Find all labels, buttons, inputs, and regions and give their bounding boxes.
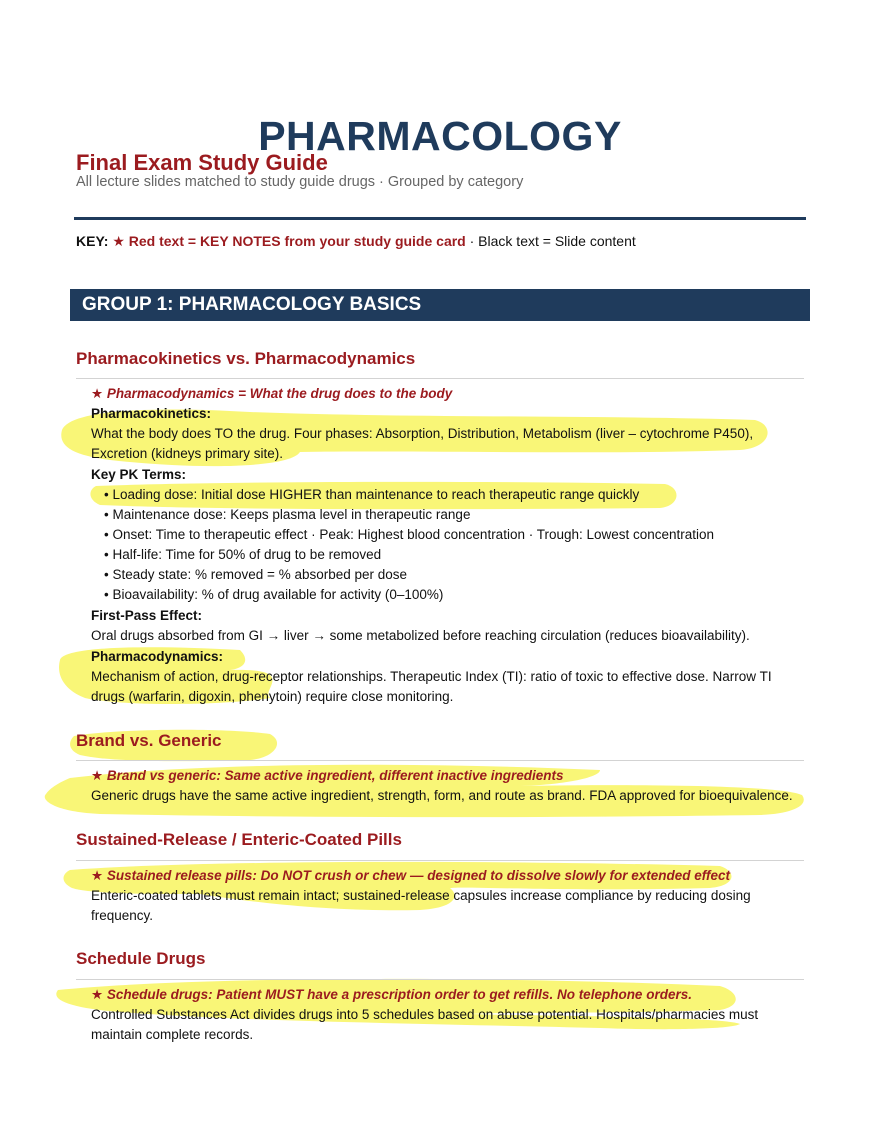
list-item: • Half-life: Time for 50% of drug to be removed bbox=[104, 547, 382, 562]
brand-text: Generic drugs have the same active ingredient, strength, form, and route as brand. FDA approved for bioequivalence. bbox=[91, 788, 793, 803]
page-title: PHARMACOLOGY bbox=[258, 113, 622, 159]
section-divider bbox=[76, 860, 804, 861]
page-subtitle: Final Exam Study Guide bbox=[76, 150, 328, 175]
pd-label: Pharmacodynamics: bbox=[91, 649, 224, 664]
keynote-schedule: ★ Schedule drugs: Patient MUST have a prescription order to get refills. No telephone orders. bbox=[91, 987, 692, 1002]
key-legend bbox=[76, 232, 636, 250]
keynote-sustained: ★ Sustained release pills: Do NOT crush or chew — designed to dissolve slowly for extended effect bbox=[91, 868, 731, 883]
keynote-pd: ★ Pharmacodynamics = What the drug does to the body bbox=[91, 386, 453, 401]
schedule-text: Controlled Substances Act divides drugs into 5 schedules based on abuse potential. Hospitals/pharmacies must maintain complete records. bbox=[91, 1007, 759, 1042]
list-item: • Onset: Time to therapeutic effect · Peak: Highest blood concentration · Trough: Lowest concentration bbox=[104, 527, 715, 542]
pd-text: Mechanism of action, drug-receptor relationships. Therapeutic Index (TI): ratio of toxic to effective dose. Narrow TI drugs (warfarin, digoxin, phenytoin) require close monitoring. bbox=[91, 669, 772, 704]
header-divider bbox=[74, 217, 806, 220]
section-divider bbox=[76, 979, 804, 980]
pk-terms-label: Key PK Terms: bbox=[91, 467, 187, 482]
sustained-text: Enteric-coated tablets must remain intact; sustained-release capsules increase compliance by reducing dosing frequency. bbox=[91, 888, 751, 923]
section-heading-sustained: Sustained-Release / Enteric-Coated Pills bbox=[76, 830, 402, 849]
section-heading-schedule: Schedule Drugs bbox=[76, 949, 206, 968]
keynote-brand: ★ Brand vs generic: Same active ingredient, different inactive ingredients bbox=[91, 768, 564, 783]
section-heading-pk-pd: Pharmacokinetics vs. Pharmacodynamics bbox=[76, 349, 416, 368]
first-pass-label: First-Pass Effect: bbox=[91, 608, 203, 623]
pk-label: Pharmacokinetics: bbox=[91, 406, 212, 421]
page-tagline: All lecture slides matched to study guide drugs · Grouped by category bbox=[76, 174, 524, 190]
section-divider bbox=[76, 378, 804, 379]
first-pass-text: Oral drugs absorbed from GI → liver → some metabolized before reaching circulation (reduces bioavailability). bbox=[91, 628, 750, 643]
list-item: • Maintenance dose: Keeps plasma level in therapeutic range bbox=[104, 507, 471, 522]
key-label: KEY: bbox=[76, 233, 109, 249]
list-item: • Steady state: % removed = % absorbed per dose bbox=[104, 567, 408, 582]
section-heading-brand: Brand vs. Generic bbox=[76, 731, 222, 750]
pk-text: What the body does TO the drug. Four phases: Absorption, Distribution, Metabolism (liver – cytochrome P450), Excretion (kidneys primary site). bbox=[91, 426, 754, 461]
section-divider bbox=[76, 760, 804, 761]
key-red-text: ★ Red text = KEY NOTES from your study guide card bbox=[112, 233, 466, 249]
key-black-text: · Black text = Slide content bbox=[465, 233, 636, 249]
list-item: • Bioavailability: % of drug available for activity (0–100%) bbox=[104, 587, 444, 602]
group-banner: GROUP 1: PHARMACOLOGY BASICS bbox=[70, 289, 810, 321]
list-item: • Loading dose: Initial dose HIGHER than maintenance to reach therapeutic range quickly bbox=[104, 487, 640, 502]
